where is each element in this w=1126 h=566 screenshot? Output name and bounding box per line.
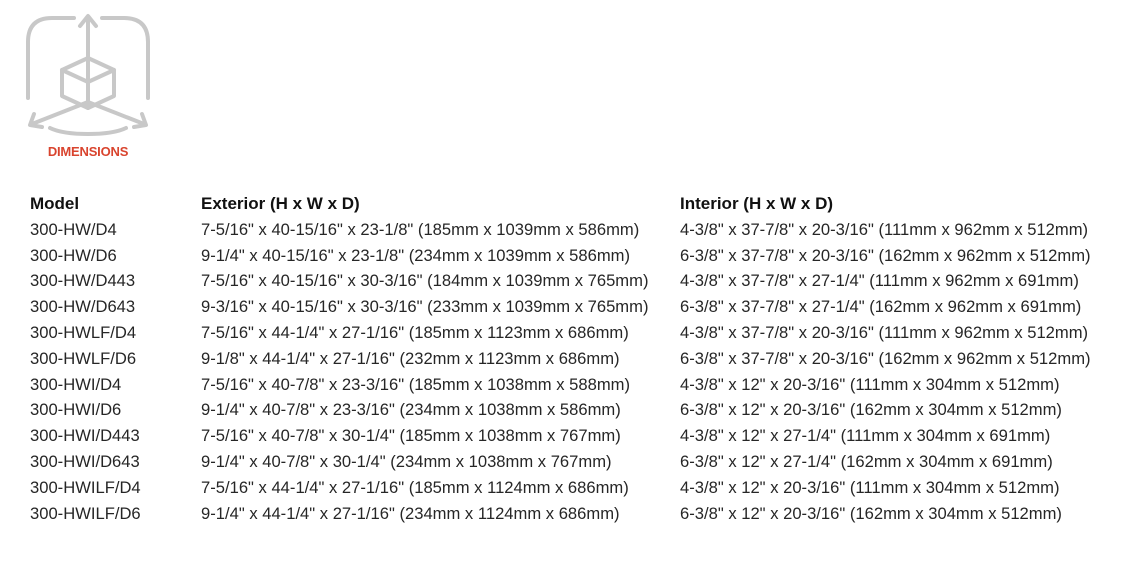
table-row bbox=[30, 423, 1120, 449]
exterior-cell: 9-1/4" x 44-1/4" x 27-1/16" (234mm x 1124mm x 686mm) bbox=[201, 503, 620, 523]
model-cell: 300-HW/D6 bbox=[30, 245, 117, 265]
table-row bbox=[30, 294, 1120, 320]
table-row bbox=[30, 397, 1120, 423]
dimensions-icon bbox=[22, 10, 154, 136]
exterior-cell: 7-5/16" x 40-15/16" x 30-3/16" (184mm x 1039mm x 765mm) bbox=[201, 271, 649, 291]
model-cell: 300-HWI/D643 bbox=[30, 451, 140, 471]
model-cell: 300-HW/D443 bbox=[30, 271, 136, 291]
table-row bbox=[30, 243, 1120, 269]
table-row bbox=[30, 372, 1120, 398]
exterior-cell: 9-1/8" x 44-1/4" x 27-1/16" (232mm x 1123mm x 686mm) bbox=[201, 348, 620, 368]
interior-cell: 6-3/8" x 37-7/8" x 20-3/16" (162mm x 962mm x 512mm) bbox=[680, 245, 1091, 265]
interior-cell: 6-3/8" x 12" x 20-3/16" (162mm x 304mm x 512mm) bbox=[680, 503, 1062, 523]
interior-cell: 6-3/8" x 37-7/8" x 27-1/4" (162mm x 962mm x 691mm) bbox=[680, 297, 1082, 317]
table-row bbox=[30, 320, 1120, 346]
exterior-cell: 7-5/16" x 40-7/8" x 30-1/4" (185mm x 1038mm x 767mm) bbox=[201, 426, 621, 446]
model-cell: 300-HW/D643 bbox=[30, 297, 136, 317]
model-cell: 300-HWILF/D6 bbox=[30, 503, 141, 523]
interior-cell: 6-3/8" x 12" x 20-3/16" (162mm x 304mm x 512mm) bbox=[680, 400, 1062, 420]
table-row bbox=[30, 475, 1120, 501]
table-row bbox=[30, 268, 1120, 294]
model-cell: 300-HWLF/D4 bbox=[30, 322, 137, 342]
interior-cell: 4-3/8" x 37-7/8" x 20-3/16" (111mm x 962mm x 512mm) bbox=[680, 322, 1089, 342]
dimensions-cube-icon bbox=[22, 10, 154, 136]
exterior-cell: 7-5/16" x 44-1/4" x 27-1/16" (185mm x 1123mm x 686mm) bbox=[201, 322, 629, 342]
section-caption: DIMENSIONS bbox=[47, 144, 129, 159]
interior-cell: 4-3/8" x 37-7/8" x 20-3/16" (111mm x 962mm x 512mm) bbox=[680, 219, 1089, 239]
exterior-cell: 9-1/4" x 40-15/16" x 23-1/8" (234mm x 1039mm x 586mm) bbox=[201, 245, 631, 265]
table-row bbox=[30, 501, 1120, 527]
interior-cell: 4-3/8" x 12" x 27-1/4" (111mm x 304mm x 691mm) bbox=[680, 426, 1051, 446]
interior-cell: 6-3/8" x 37-7/8" x 20-3/16" (162mm x 962mm x 512mm) bbox=[680, 348, 1091, 368]
exterior-cell: 7-5/16" x 40-15/16" x 23-1/8" (185mm x 1039mm x 586mm) bbox=[201, 219, 640, 239]
exterior-cell: 9-1/4" x 40-7/8" x 23-3/16" (234mm x 1038mm x 586mm) bbox=[201, 400, 621, 420]
exterior-cell: 7-5/16" x 40-7/8" x 23-3/16" (185mm x 1038mm x 588mm) bbox=[201, 374, 631, 394]
header-model: Model bbox=[30, 194, 80, 213]
table-body bbox=[30, 217, 1120, 527]
exterior-cell: 7-5/16" x 44-1/4" x 27-1/16" (185mm x 1124mm x 686mm) bbox=[201, 477, 629, 497]
interior-cell: 4-3/8" x 12" x 20-3/16" (111mm x 304mm x 512mm) bbox=[680, 374, 1060, 394]
model-cell: 300-HW/D4 bbox=[30, 219, 117, 239]
model-cell: 300-HWILF/D4 bbox=[30, 477, 141, 497]
table-row bbox=[30, 449, 1120, 475]
exterior-cell: 9-3/16" x 40-15/16" x 30-3/16" (233mm x 1039mm x 765mm) bbox=[201, 297, 649, 317]
table-header-row bbox=[30, 191, 1120, 217]
model-cell: 300-HWI/D6 bbox=[30, 400, 122, 420]
header-interior: Interior (H x W x D) bbox=[680, 194, 834, 213]
model-cell: 300-HWI/D443 bbox=[30, 426, 140, 446]
interior-cell: 4-3/8" x 12" x 20-3/16" (111mm x 304mm x 512mm) bbox=[680, 477, 1060, 497]
model-cell: 300-HWI/D4 bbox=[30, 374, 122, 394]
dimensions-table bbox=[30, 191, 1120, 526]
table-row bbox=[30, 217, 1120, 243]
table-row bbox=[30, 346, 1120, 372]
interior-cell: 4-3/8" x 37-7/8" x 27-1/4" (111mm x 962mm x 691mm) bbox=[680, 271, 1079, 291]
exterior-cell: 9-1/4" x 40-7/8" x 30-1/4" (234mm x 1038mm x 767mm) bbox=[201, 451, 612, 471]
model-cell: 300-HWLF/D6 bbox=[30, 348, 137, 368]
header-exterior: Exterior (H x W x D) bbox=[201, 194, 360, 213]
interior-cell: 6-3/8" x 12" x 27-1/4" (162mm x 304mm x 691mm) bbox=[680, 451, 1053, 471]
